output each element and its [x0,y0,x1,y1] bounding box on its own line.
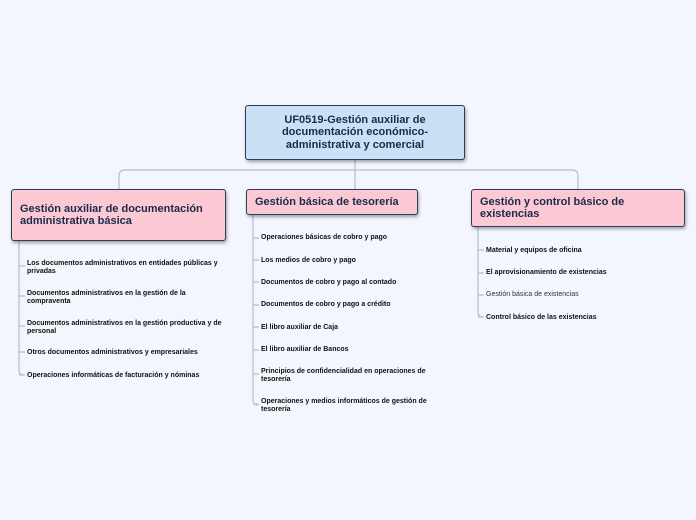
subtopic-item[interactable]: El libro auxiliar de Bancos [261,346,349,353]
branch-topic-tesoreria[interactable] [246,189,418,215]
subtopic-item[interactable]: Gestión básica de existencias [486,291,579,298]
subtopic-item[interactable]: Los medios de cobro y pago [261,257,356,264]
branch-topic-label: Gestión básica de tesorería [255,195,399,208]
root-topic[interactable] [245,105,465,160]
subtopic-item[interactable]: Operaciones informáticas de facturación y nóminas [27,372,200,379]
branch-topic-label: Gestión y control básico de existencias [480,195,625,220]
subtopic-item[interactable]: Documentos administrativos en la gestión de la compraventa [27,290,186,305]
subtopic-item[interactable]: Documentos de cobro y pago a crédito [261,301,391,308]
subtopic-item[interactable]: Control básico de las existencias [486,314,597,321]
subtopic-item[interactable]: El libro auxiliar de Caja [261,324,339,331]
root-topic-label: UF0519-Gestión auxiliar de documentación económico-administrativa y comercial [281,113,429,151]
subtopic-item[interactable]: Material y equipos de oficina [486,247,582,254]
subtopic-item[interactable]: Documentos de cobro y pago al contado [261,279,397,286]
branch-topic-label: Gestión auxiliar de documentación administrativa básica [20,202,203,227]
subtopic-item[interactable]: Los documentos administrativos en entidades públicas y privadas [27,260,218,275]
branch-topic-existencias[interactable] [471,189,685,227]
branch-3-connector [478,227,483,317]
branch-2-connector [253,215,258,405]
root-branch-connector [119,160,578,189]
subtopic-item[interactable]: Operaciones básicas de cobro y pago [261,234,388,241]
branch-topic-documentacion[interactable] [11,189,226,241]
subtopic-item[interactable]: Documentos administrativos en la gestión productiva y de personal [27,320,222,335]
subtopic-item[interactable]: Principios de confidencialidad en operaciones de tesorería [261,368,426,383]
subtopic-item[interactable]: El aprovisionamiento de existencias [486,269,607,276]
subtopic-item[interactable]: Otros documentos administrativos y empresariales [27,349,198,356]
subtopic-item[interactable]: Operaciones y medios informáticos de gestión de tesorería [261,398,427,413]
branch-1-connector [19,241,24,375]
